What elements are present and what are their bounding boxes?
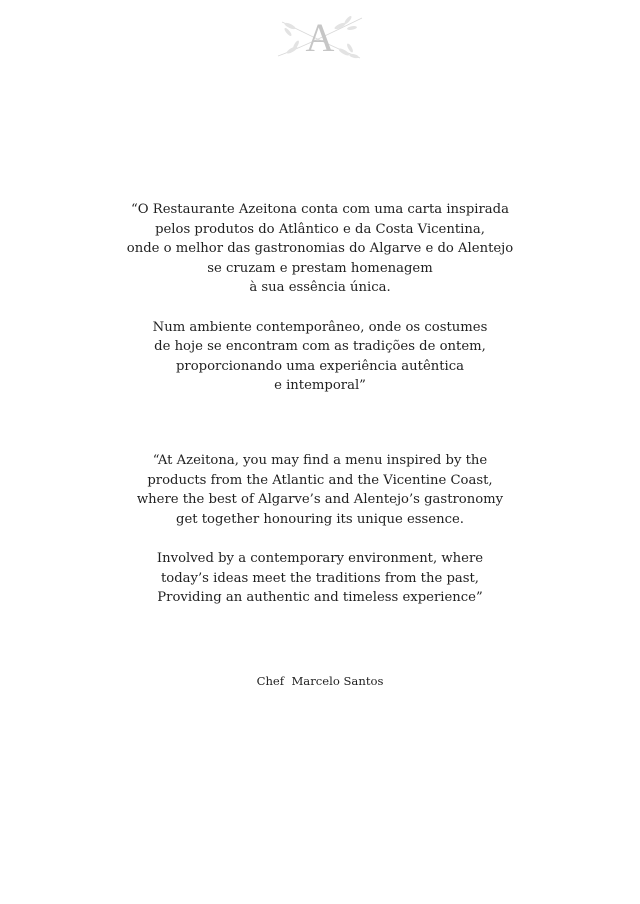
paragraph-gap <box>0 529 640 549</box>
pt-line-9: e intemporal” <box>274 378 366 394</box>
paragraph-gap <box>0 298 640 318</box>
chef-signature: Chef Marcelo Santos <box>256 674 384 688</box>
pt-line-1: “O Restaurante Azeitona conta com uma carta inspirada <box>131 202 509 217</box>
pt-line-3: onde o melhor das gastronomias do Algarve e do Alentejo <box>126 241 514 257</box>
pt-line-2: pelos produtos do Atlântico e da Costa Vicentina, <box>155 221 485 237</box>
pt-line-4: se cruzam e prestam homenagem <box>207 260 433 276</box>
portuguese-quote <box>0 200 640 396</box>
en-line-3: where the best of Algarve’s and Alentejo’s gastronomy <box>136 492 504 508</box>
pt-line-6: Num ambiente contemporâneo, onde os costumes <box>152 319 488 335</box>
en-line-2: products from the Atlantic and the Vicentine Coast, <box>147 472 493 488</box>
en-line-5: Involved by a contemporary environment, where <box>156 550 484 566</box>
en-line-6: today’s ideas meet the traditions from the past, <box>160 570 480 586</box>
pt-line-8: proporcionando uma experiência autêntica <box>175 358 465 374</box>
english-quote <box>0 451 640 608</box>
pt-line-5: à sua essência única. <box>249 280 391 296</box>
pt-line-7: de hoje se encontram com as tradições de ontem, <box>154 339 486 355</box>
en-line-1: “At Azeitona, you may find a menu inspired by the <box>152 453 488 468</box>
en-line-4: get together honouring its unique essence. <box>176 511 464 527</box>
logo-letter: A <box>305 15 335 60</box>
azeitona-logo <box>270 8 370 68</box>
en-line-7: Providing an authentic and timeless experience” <box>157 590 483 606</box>
